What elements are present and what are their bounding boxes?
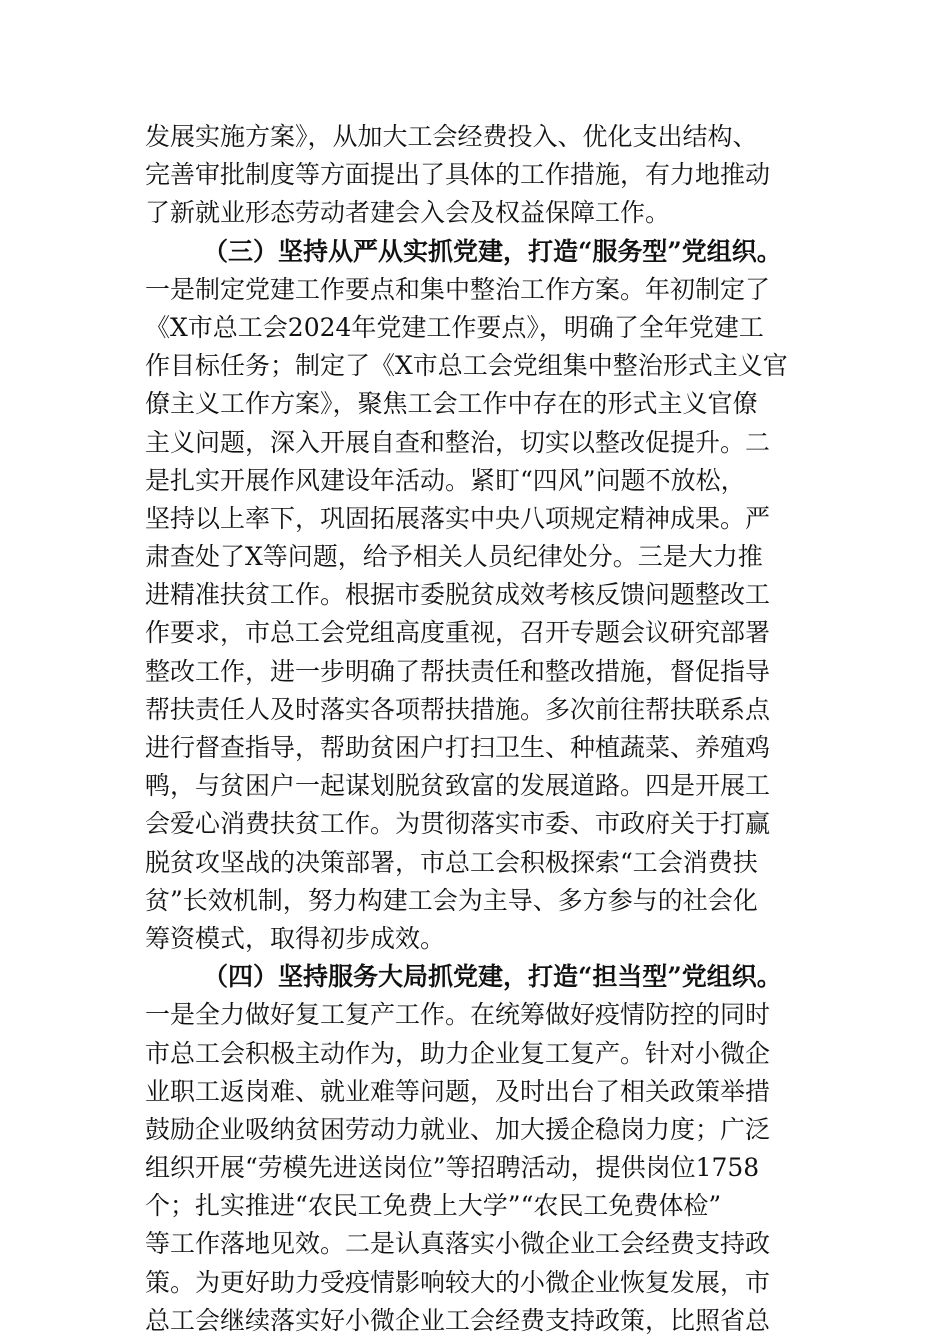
paragraph-line: 筹资模式，取得初步成效。 bbox=[145, 923, 446, 953]
paragraph-line: 鼓励企业吸纳贫困劳动力就业、加大援企稳岗力度；广泛 bbox=[145, 1114, 771, 1144]
body-text bbox=[145, 118, 807, 1340]
section-heading-line: （三）坚持从严从实抓党建，打造“服务型”党组织。 bbox=[203, 236, 782, 266]
paragraph-line: 帮扶责任人及时落实各项帮扶措施。多次前往帮扶联系点 bbox=[145, 694, 771, 724]
paragraph-line: 《X市总工会2024年党建工作要点》，明确了全年党建工 bbox=[145, 312, 764, 342]
paragraph-line: 脱贫攻坚战的决策部署，市总工会积极探索“工会消费扶 bbox=[145, 847, 758, 877]
paragraph-line: 组织开展“劳模先进送岗位”等招聘活动，提供岗位1758 bbox=[145, 1153, 760, 1183]
paragraph-line: 坚持以上率下，巩固拓展落实中央八项规定精神成果。严 bbox=[145, 503, 771, 533]
paragraph-line: 整改工作，进一步明确了帮扶责任和整改措施，督促指导 bbox=[145, 656, 771, 686]
paragraph-line: 主义问题，深入开展自查和整治，切实以整改促提升。二 bbox=[145, 427, 771, 457]
paragraph-line: 贫”长效机制，努力构建工会为主导、多方参与的社会化 bbox=[145, 885, 758, 915]
paragraph-line: 是扎实开展作风建设年活动。紧盯“四风”问题不放松， bbox=[145, 465, 746, 495]
section-heading-line: （四）坚持服务大局抓党建，打造“担当型”党组织。 bbox=[203, 962, 782, 992]
paragraph-line: 完善审批制度等方面提出了具体的工作措施，有力地推动 bbox=[145, 160, 771, 190]
paragraph-line: 一是制定党建工作要点和集中整治工作方案。年初制定了 bbox=[145, 274, 771, 304]
paragraph-line: 作目标任务；制定了《X市总工会党组集中整治形式主义官 bbox=[145, 351, 788, 381]
paragraph-line: 一是全力做好复工复产工作。在统筹做好疫情防控的同时 bbox=[145, 1000, 771, 1030]
paragraph-line: 了新就业形态劳动者建会入会及权益保障工作。 bbox=[145, 198, 671, 228]
paragraph-line: 作要求，市总工会党组高度重视，召开专题会议研究部署 bbox=[145, 618, 771, 648]
paragraph-line: 等工作落地见效。二是认真落实小微企业工会经费支持政 bbox=[145, 1229, 771, 1259]
paragraph-line: 策。为更好助力受疫情影响较大的小微企业恢复发展，市 bbox=[145, 1267, 771, 1297]
paragraph-line: 总工会继续落实好小微企业工会经费支持政策，比照省总 bbox=[145, 1305, 771, 1335]
paragraph-line: 僚主义工作方案》，聚焦工会工作中存在的形式主义官僚 bbox=[145, 389, 758, 419]
paragraph-line: 个；扎实推进“农民工免费上大学”“农民工免费体检” bbox=[145, 1191, 722, 1221]
paragraph-line: 肃查处了X等问题，给予相关人员纪律处分。三是大力推 bbox=[145, 542, 763, 572]
paragraph-line: 进精准扶贫工作。根据市委脱贫成效考核反馈问题整改工 bbox=[145, 580, 771, 610]
paragraph-line: 鸭，与贫困户一起谋划脱贫致富的发展道路。四是开展工 bbox=[145, 771, 771, 801]
paragraph-line: 业职工返岗难、就业难等问题，及时出台了相关政策举措 bbox=[145, 1076, 771, 1106]
paragraph-line: 进行督查指导，帮助贫困户打扫卫生、种植蔬菜、养殖鸡 bbox=[145, 733, 771, 762]
paragraph-line: 会爱心消费扶贫工作。为贯彻落实市委、市政府关于打赢 bbox=[145, 809, 771, 839]
paragraph-line: 发展实施方案》，从加大工会经费投入、优化支出结构、 bbox=[145, 122, 758, 151]
paragraph-line: 市总工会积极主动作为，助力企业复工复产。针对小微企 bbox=[145, 1038, 771, 1068]
